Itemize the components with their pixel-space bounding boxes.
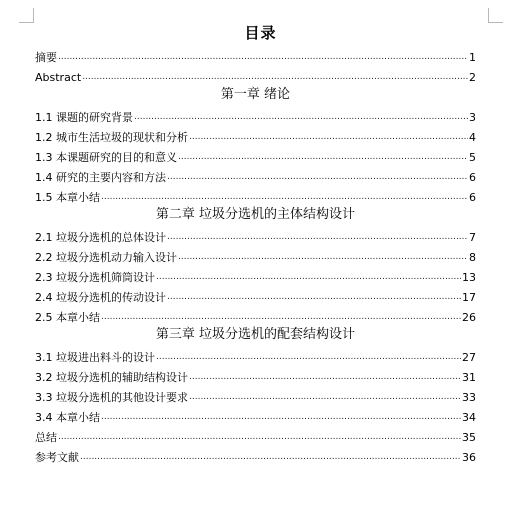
dot-leader: [156, 271, 461, 283]
dot-leader: [58, 431, 461, 443]
toc-entry-page-number: 6: [469, 171, 476, 184]
toc-entry-page-number: 7: [469, 231, 476, 244]
toc-entry[interactable]: [35, 125, 476, 145]
toc-entry-label: 1.5 本章小结: [35, 191, 100, 204]
dot-leader: [101, 191, 468, 203]
margin-corner-mark-top-left: [19, 8, 34, 23]
dot-leader: [167, 231, 468, 243]
toc-entry-page-number: 3: [469, 111, 476, 124]
toc-chapter-heading[interactable]: 第一章 绪论: [220, 87, 291, 102]
margin-corner-mark-top-right: [488, 8, 503, 23]
toc-entry-page-number: 36: [462, 451, 476, 464]
toc-entry[interactable]: [35, 445, 476, 465]
toc-entry-page-number: 13: [462, 271, 476, 284]
toc-entry-label: 摘要: [35, 51, 57, 64]
toc-entry-label: 总结: [35, 431, 57, 444]
toc-entry-label: 3.3 垃圾分选机的其他设计要求: [35, 391, 188, 404]
toc-entry-page-number: 2: [469, 71, 476, 84]
dot-leader: [189, 391, 461, 403]
toc-entry-label: 2.3 垃圾分选机筛筒设计: [35, 271, 155, 284]
toc-entry-page-number: 34: [462, 411, 476, 424]
toc-entry[interactable]: [35, 285, 476, 305]
dot-leader: [82, 71, 468, 83]
toc-entry-label: 1.4 研究的主要内容和方法: [35, 171, 166, 184]
toc-entry[interactable]: [35, 365, 476, 385]
toc-entry-label: 3.4 本章小结: [35, 411, 100, 424]
toc-entry[interactable]: [35, 305, 476, 325]
toc-entry-page-number: 6: [469, 191, 476, 204]
toc-entry[interactable]: [35, 165, 476, 185]
dot-leader: [101, 411, 461, 423]
toc-entry-page-number: 1: [469, 51, 476, 64]
toc-entry[interactable]: [35, 265, 476, 285]
dot-leader: [178, 251, 468, 263]
dot-leader: [189, 371, 461, 383]
toc-entry[interactable]: [35, 105, 476, 125]
toc-entry-label: 2.5 本章小结: [35, 311, 100, 324]
toc-entry-page-number: 33: [462, 391, 476, 404]
toc-entry-label: 3.1 垃圾进出料斗的设计: [35, 351, 155, 364]
toc-entry[interactable]: [35, 245, 476, 265]
toc-entry-page-number: 31: [462, 371, 476, 384]
toc-entry-label: Abstract: [35, 71, 82, 84]
toc-entry-label: 参考文献: [35, 451, 79, 464]
toc-entry-page-number: 26: [462, 311, 476, 324]
dot-leader: [167, 171, 468, 183]
toc-entry-page-number: 4: [469, 131, 476, 144]
toc-entry[interactable]: [35, 385, 476, 405]
dot-leader: [156, 351, 461, 363]
dot-leader: [80, 451, 461, 463]
toc-chapter-heading[interactable]: 第三章 垃圾分选机的配套结构设计: [155, 327, 356, 342]
toc-entry[interactable]: [35, 65, 476, 85]
toc-entry-page-number: 27: [462, 351, 476, 364]
toc-entry[interactable]: [35, 185, 476, 205]
toc-entry[interactable]: [35, 425, 476, 445]
toc-entry-label: 2.4 垃圾分选机的传动设计: [35, 291, 166, 304]
toc-entry[interactable]: [35, 405, 476, 425]
table-of-contents: [35, 45, 476, 465]
toc-entry-label: 3.2 垃圾分选机的辅助结构设计: [35, 371, 188, 384]
toc-entry-label: 2.1 垃圾分选机的总体设计: [35, 231, 166, 244]
dot-leader: [178, 151, 468, 163]
dot-leader: [167, 291, 461, 303]
toc-entry-label: 1.2 城市生活垃圾的现状和分析: [35, 131, 188, 144]
toc-chapter-heading[interactable]: 第二章 垃圾分选机的主体结构设计: [155, 207, 356, 222]
toc-entry[interactable]: [35, 45, 476, 65]
toc-entry-label: 1.1 课题的研究背景: [35, 111, 133, 124]
dot-leader: [101, 311, 461, 323]
dot-leader: [134, 111, 468, 123]
page-title: 目录: [244, 24, 277, 42]
toc-entry[interactable]: [35, 225, 476, 245]
toc-entry-page-number: 35: [462, 431, 476, 444]
toc-entry-label: 1.3 本课题研究的目的和意义: [35, 151, 177, 164]
toc-entry-label: 2.2 垃圾分选机动力输入设计: [35, 251, 177, 264]
toc-entry[interactable]: [35, 345, 476, 365]
toc-entry[interactable]: [35, 145, 476, 165]
toc-entry-page-number: 5: [469, 151, 476, 164]
dot-leader: [189, 131, 468, 143]
dot-leader: [58, 51, 468, 63]
toc-entry-page-number: 17: [462, 291, 476, 304]
toc-entry-page-number: 8: [469, 251, 476, 264]
